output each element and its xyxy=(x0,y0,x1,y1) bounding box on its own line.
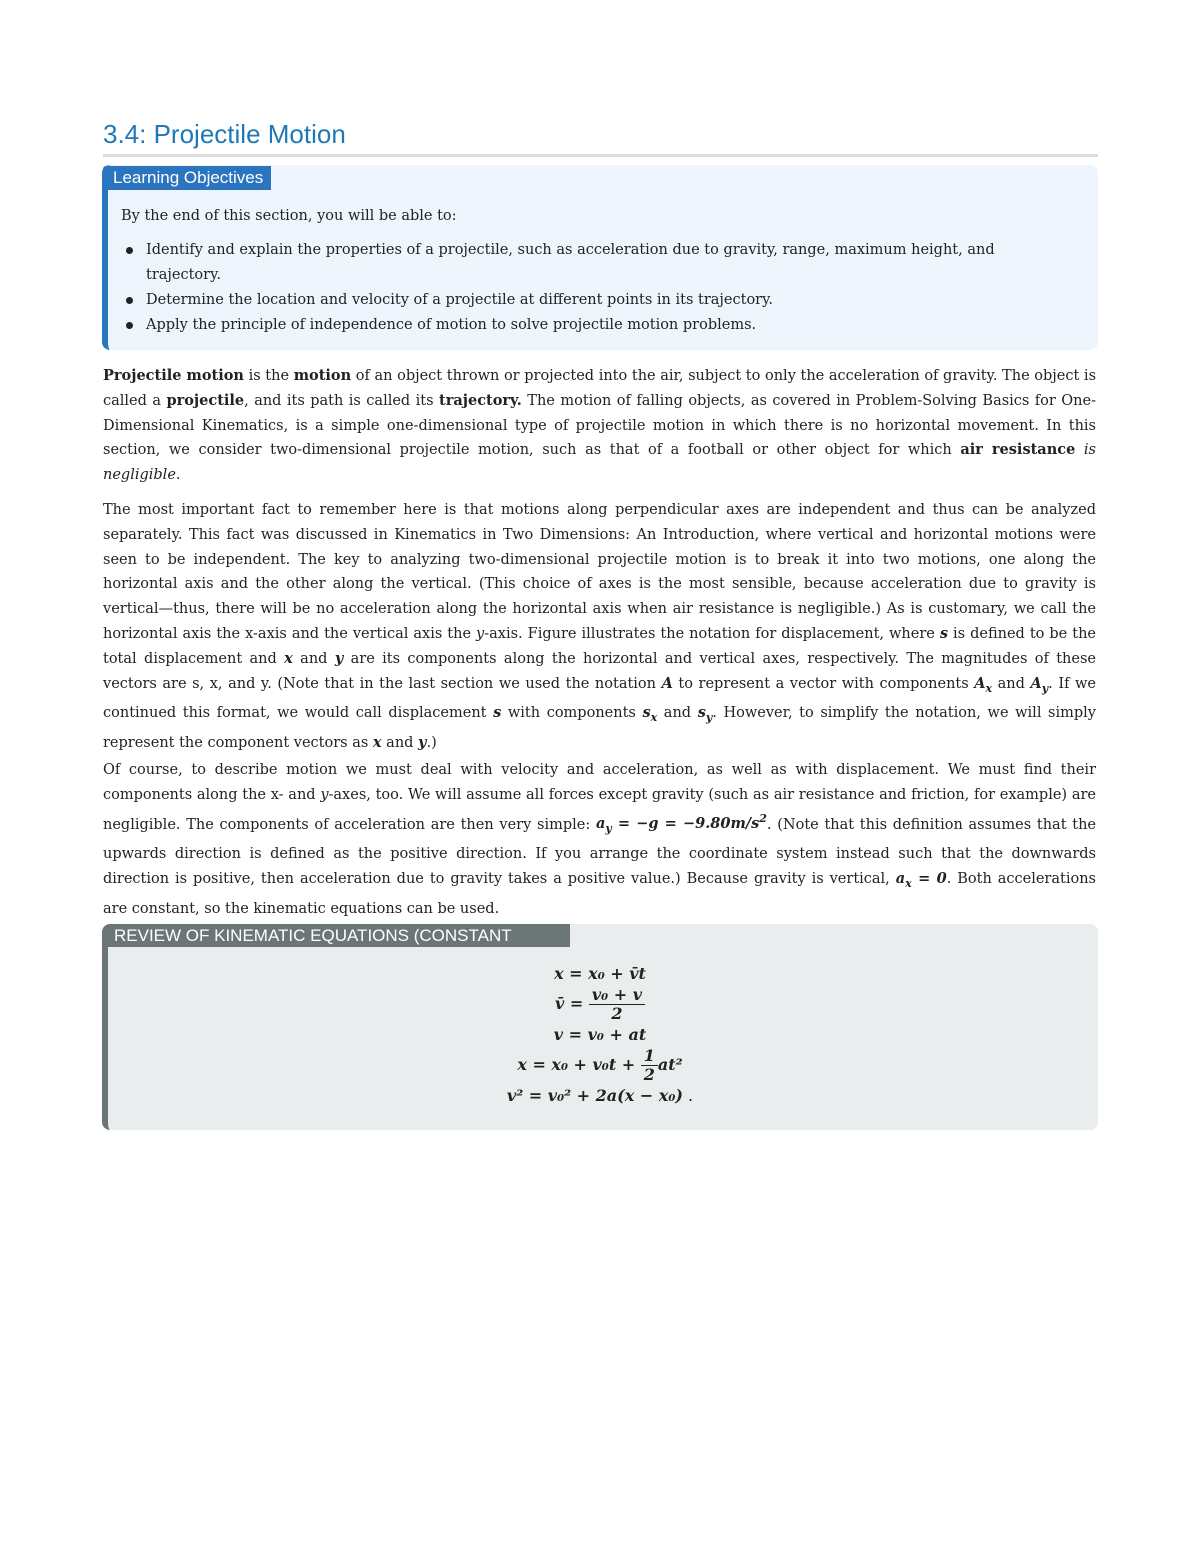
page-title: 3.4: Projectile Motion xyxy=(103,119,346,149)
objectives-intro: By the end of this section, you will be able to: xyxy=(121,208,457,224)
math-subscript: y xyxy=(605,822,612,836)
numerator: 1 xyxy=(641,1047,658,1066)
text-span: The most important fact to remember here is that motions along perpendicular axes are independent and thus can be analyzed separately. This fact was discussed in Kinematics in Two Dimensions: An Introduction, where vertical and horizontal motions were seen to be independent. The key to analyzing two-dimensional projectile motion is to break it into two motions, one along the horizontal axis and the other along the vertical. (This choice of axes is the most sensible, because acceleration due to gravity is vertical—thus, there will be no acceleration along the horizontal axis when air resistance is negligible.) As is customary, we call the horizontal axis the x-axis and the vertical axis the xyxy=(103,502,1096,642)
equation-end: . xyxy=(682,1086,694,1105)
math-sy xyxy=(697,704,713,725)
denominator: 2 xyxy=(643,1065,655,1084)
text-span: . Both accelerations are constant, so the kinematic equations can be used. xyxy=(103,870,1096,917)
text-span: of an object thrown or projected into the air, subject to only the acceleration of gravity. The object is called a xyxy=(103,368,1097,409)
math-x: x xyxy=(372,733,382,751)
text-span: are its components along the horizontal and vertical axes, respectively. The magnitudes of these vectors are s, x, and y. (Note that in the last section we used the notation xyxy=(103,650,1096,692)
term-air-resistance: air resistance xyxy=(960,441,1076,459)
math-A: A xyxy=(661,674,673,692)
equation-displacement xyxy=(400,1047,800,1084)
math-expression: = 0 xyxy=(911,869,947,887)
text-span: and xyxy=(292,650,335,667)
text-span: -axis. Figure illustrates the notation for displacement, where xyxy=(484,625,940,642)
math-symbol: a xyxy=(595,815,606,833)
fraction xyxy=(589,986,645,1023)
math-subscript: x xyxy=(650,711,658,725)
text-span: Of course, to describe motion we must deal with velocity and acceleration, as well as with displacement. We must find their components along the x- and xyxy=(103,762,1096,803)
equation-part: at² xyxy=(657,1055,683,1074)
objectives-list xyxy=(121,238,1021,338)
paragraph-projectile-motion xyxy=(103,364,1096,488)
math-subscript: y xyxy=(1041,681,1049,695)
list-item: Apply the principle of independence of motion to solve projectile motion problems. xyxy=(121,313,1021,338)
paragraph-acceleration xyxy=(103,758,1096,921)
text-span: The motion of falling objects, as covered in Problem-Solving Basics for One-Dimensional Kinematics, is a simple one-dimensional type of projectile motion in which there is no horizontal movement. In this section, we consider two-dimensional projectile motion, such as that of a football or other object for which xyxy=(103,392,1096,459)
learning-objectives-label: Learning Objectives xyxy=(103,166,271,190)
text-span: , and its path is called its xyxy=(244,392,439,409)
term-projectile: projectile xyxy=(166,391,245,409)
text-span: and xyxy=(992,675,1031,692)
text-span: . xyxy=(175,467,181,484)
list-item: Identify and explain the properties of a projectile, such as acceleration due to gravity, range, maximum height, and trajectory. xyxy=(121,238,1021,288)
text-span: and xyxy=(381,734,419,751)
equation-part: v² = v₀² + 2a(x − x₀) xyxy=(506,1086,683,1105)
math-expression: = −g = −9.80m/s xyxy=(611,815,760,833)
text-span: to represent a vector with components xyxy=(672,675,975,692)
text-span: is defined to be the total displacement and xyxy=(103,625,1097,667)
term-motion: motion xyxy=(293,367,352,384)
math-y: y xyxy=(418,733,427,751)
math-symbol: s xyxy=(697,704,706,722)
math-ay-equation xyxy=(595,812,767,836)
paragraph-independence xyxy=(103,498,1096,756)
text-span: .) xyxy=(426,734,437,751)
math-superscript: 2 xyxy=(759,812,767,826)
math-x: x xyxy=(284,649,293,667)
equation-velocity-squared xyxy=(400,1084,800,1108)
text-span: y xyxy=(476,625,485,642)
equation-lhs: v̄ = xyxy=(555,994,589,1013)
numerator: v₀ + v xyxy=(589,986,645,1005)
text-span: y xyxy=(320,786,329,803)
equation-average-velocity xyxy=(400,986,800,1023)
kinematic-equations xyxy=(400,962,800,1108)
text-span: with components xyxy=(501,705,643,722)
kinematic-equations-label: REVIEW OF KINEMATIC EQUATIONS (CONSTANT xyxy=(108,924,570,947)
equation-position: x = x₀ + v̄t xyxy=(554,964,646,983)
text-span: -axes, too. We will assume all forces except gravity (such as air resistance and friction, for example) are negligible. The components of acceleration are then very simple: xyxy=(103,786,1096,833)
list-item: Determine the location and velocity of a projectile at different points in its trajectory. xyxy=(121,288,1021,313)
math-subscript: x xyxy=(905,876,912,890)
equation-part: x = x₀ + v₀t + xyxy=(517,1055,641,1074)
text-span: is negligible xyxy=(103,442,1096,484)
term-trajectory: trajectory. xyxy=(439,391,522,409)
math-s: s xyxy=(493,704,502,722)
text-span: . However, to simplify the notation, we will simply represent the component vectors as xyxy=(103,705,1097,751)
math-Ay xyxy=(1030,674,1049,695)
fraction xyxy=(641,1047,658,1084)
text-span: . (Note that this definition assumes that the upwards direction is defined as the positive direction. If you arrange the coordinate system instead such that the downwards direction is positive, then acceleration due to gravity takes a positive value.) Because gravity is vertical, xyxy=(103,816,1096,887)
denominator: 2 xyxy=(611,1004,623,1023)
text-span: and xyxy=(657,705,698,722)
math-y: y xyxy=(334,649,344,667)
math-s: s xyxy=(939,624,949,642)
text-span: . If we continued this format, we would call displacement xyxy=(103,675,1097,722)
term-projectile-motion: Projectile motion xyxy=(103,367,244,384)
text-span: is the xyxy=(243,368,294,384)
math-symbol: s xyxy=(642,704,651,722)
math-symbol: A xyxy=(1030,674,1042,692)
equation-velocity: v = v₀ + at xyxy=(553,1025,647,1044)
math-Ax xyxy=(974,674,993,695)
title-divider xyxy=(103,154,1098,157)
math-symbol: a xyxy=(895,869,906,887)
math-ax-equation xyxy=(895,869,947,890)
math-sx xyxy=(642,704,658,725)
math-subscript: y xyxy=(705,711,713,725)
math-symbol: A xyxy=(974,674,986,692)
math-subscript: x xyxy=(985,681,993,695)
